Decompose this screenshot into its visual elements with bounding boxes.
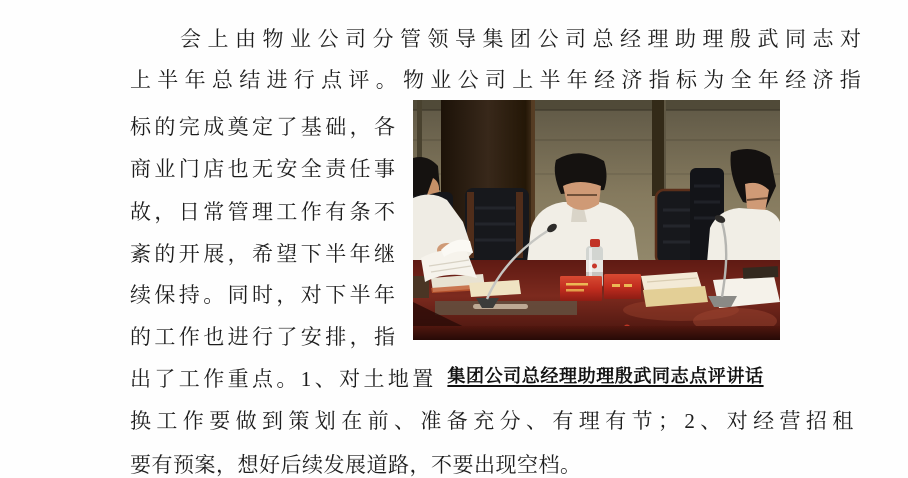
body-text-line: 换工作要做到策划在前、准备充分、有理有节；2、对经营招租 <box>130 409 859 433</box>
photo-caption: 集团公司总经理助理殷武同志点评讲话 <box>447 366 764 386</box>
body-text-line: 的工作也进行了安排，指 <box>130 325 399 349</box>
body-text-line: 出了工作重点。1、对土地置 <box>130 367 437 391</box>
body-text-line: 故，日常管理工作有条不 <box>130 200 399 224</box>
body-text-line: 会上由物业公司分管领导集团公司总经理助理殷武同志对 <box>180 27 868 51</box>
body-text-line: 商业门店也无安全责任事 <box>130 157 399 181</box>
name-plates <box>560 274 641 301</box>
body-text-line: 标的完成奠定了基础，各 <box>130 115 399 139</box>
body-text-line: 上半年总结进行点评。物业公司上半年经济指标为全年经济指 <box>130 68 868 92</box>
body-text-line: 紊的开展，希望下半年继 <box>130 242 399 266</box>
body-text-line: 续保持。同时，对下半年 <box>130 283 399 307</box>
meeting-photo <box>413 100 780 340</box>
body-text-line: 要有预案，想好后续发展道路，不要出现空档。 <box>130 453 582 477</box>
